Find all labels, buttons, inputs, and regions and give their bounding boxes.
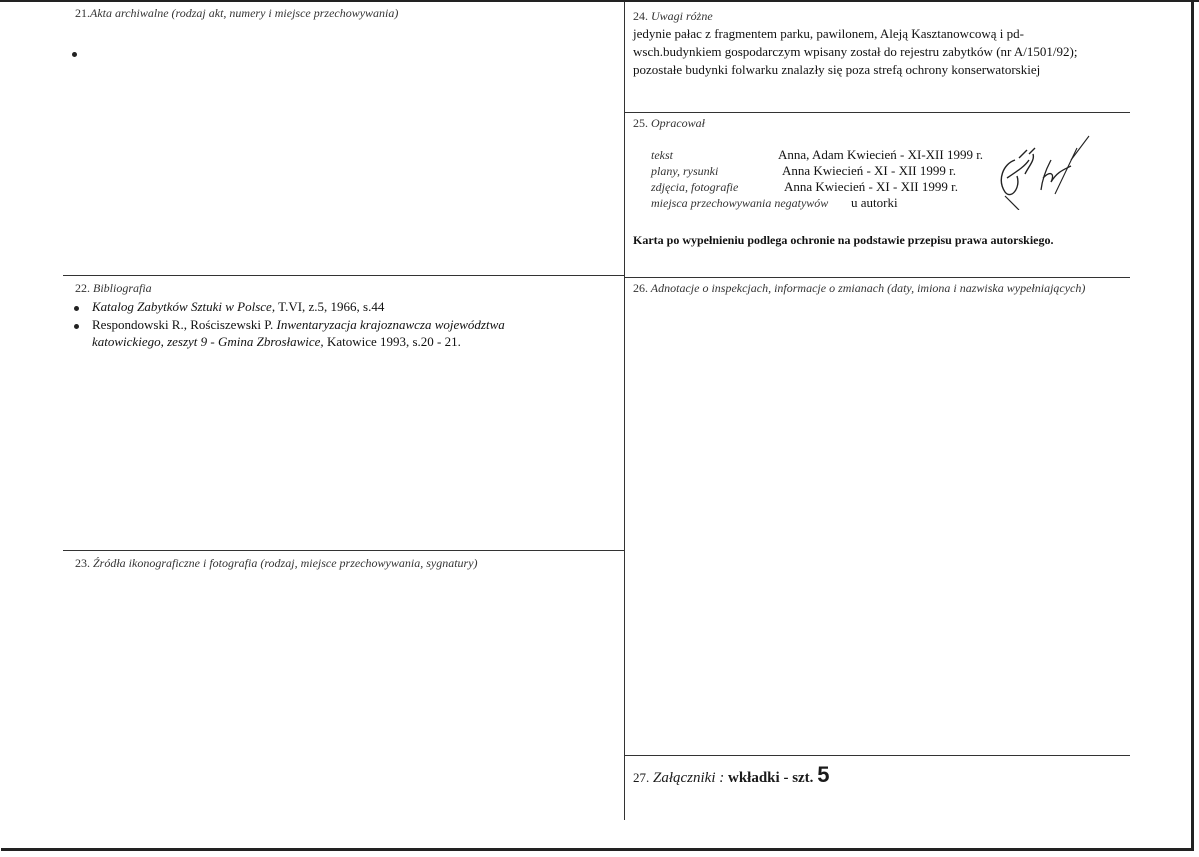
- divider-25-26: [625, 277, 1130, 278]
- bibliography-bullet-1: [74, 306, 79, 311]
- section-21-heading: 21.Akta archiwalne (rodzaj akt, numery i miejsce przechowywania): [75, 6, 399, 20]
- section-26-heading: 26. Adnotacje o inspekcjach, informacje o zmianach (daty, imiona i nazwiska wypełniających): [633, 281, 1086, 295]
- section-23-heading: 23. Źródła ikonograficzne i fotografia (rodzaj, miejsce przechowywania, sygnatury): [75, 556, 478, 570]
- section-24-heading: 24. Uwagi różne: [633, 9, 713, 23]
- bibliography-item-1: Katalog Zabytków Sztuki w Polsce, T.VI, z.5, 1966, s.44: [92, 299, 385, 314]
- remarks-line-1: jedynie pałac z fragmentem parku, pawilonem, Aleją Kasztanowcową i pd-: [633, 26, 1024, 41]
- column-divider: [624, 2, 625, 820]
- negatives-value: u autorki: [851, 195, 898, 210]
- section-21-bullet: [72, 52, 77, 57]
- remarks-line-3: pozostałe budynki folwarku znalazły się poza strefą ochrony konserwatorskiej: [633, 62, 1041, 77]
- copyright-notice: Karta po wypełnieniu podlega ochronie na podstawie przepisu prawa autorskiego.: [633, 233, 1054, 247]
- signature: [985, 130, 1095, 210]
- page-border: [1, 1, 1194, 851]
- section-22-heading: 22. Bibliografia: [75, 281, 152, 295]
- divider-21-22: [63, 275, 624, 276]
- attachment-count: 5: [817, 762, 830, 787]
- divider-26-27: [625, 755, 1130, 756]
- author-row-label-photos: zdjęcia, fotografie: [651, 180, 739, 194]
- bibliography-item-2: Respondowski R., Rościszewski P. Inwentaryzacja krajoznawcza województwa: [92, 317, 505, 332]
- section-25-heading: 25. Opracował: [633, 116, 705, 130]
- bibliography-item-2-cont: katowickiego, zeszyt 9 - Gmina Zbrosławice, Katowice 1993, s.20 - 21.: [92, 334, 461, 349]
- author-row-label-text: tekst: [651, 148, 673, 162]
- author-row-value-text: Anna, Adam Kwiecień - XI-XII 1999 r.: [778, 147, 984, 162]
- divider-22-23: [63, 550, 624, 551]
- bibliography-bullet-2: [74, 324, 79, 329]
- author-row-label-plans: plany, rysunki: [651, 164, 719, 178]
- divider-24-25: [625, 112, 1130, 113]
- author-row-value-plans: Anna Kwiecień - XI - XII 1999 r.: [782, 163, 957, 178]
- remarks-line-2: wsch.budynkiem gospodarczym wpisany został do rejestru zabytków (nr A/1501/92);: [633, 44, 1078, 59]
- negatives-label: miejsca przechowywania negatywów: [651, 196, 829, 210]
- section-27-heading: 27. Załączniki : wkładki - szt. 5: [633, 762, 830, 787]
- author-row-value-photos: Anna Kwiecień - XI - XII 1999 r.: [784, 179, 959, 194]
